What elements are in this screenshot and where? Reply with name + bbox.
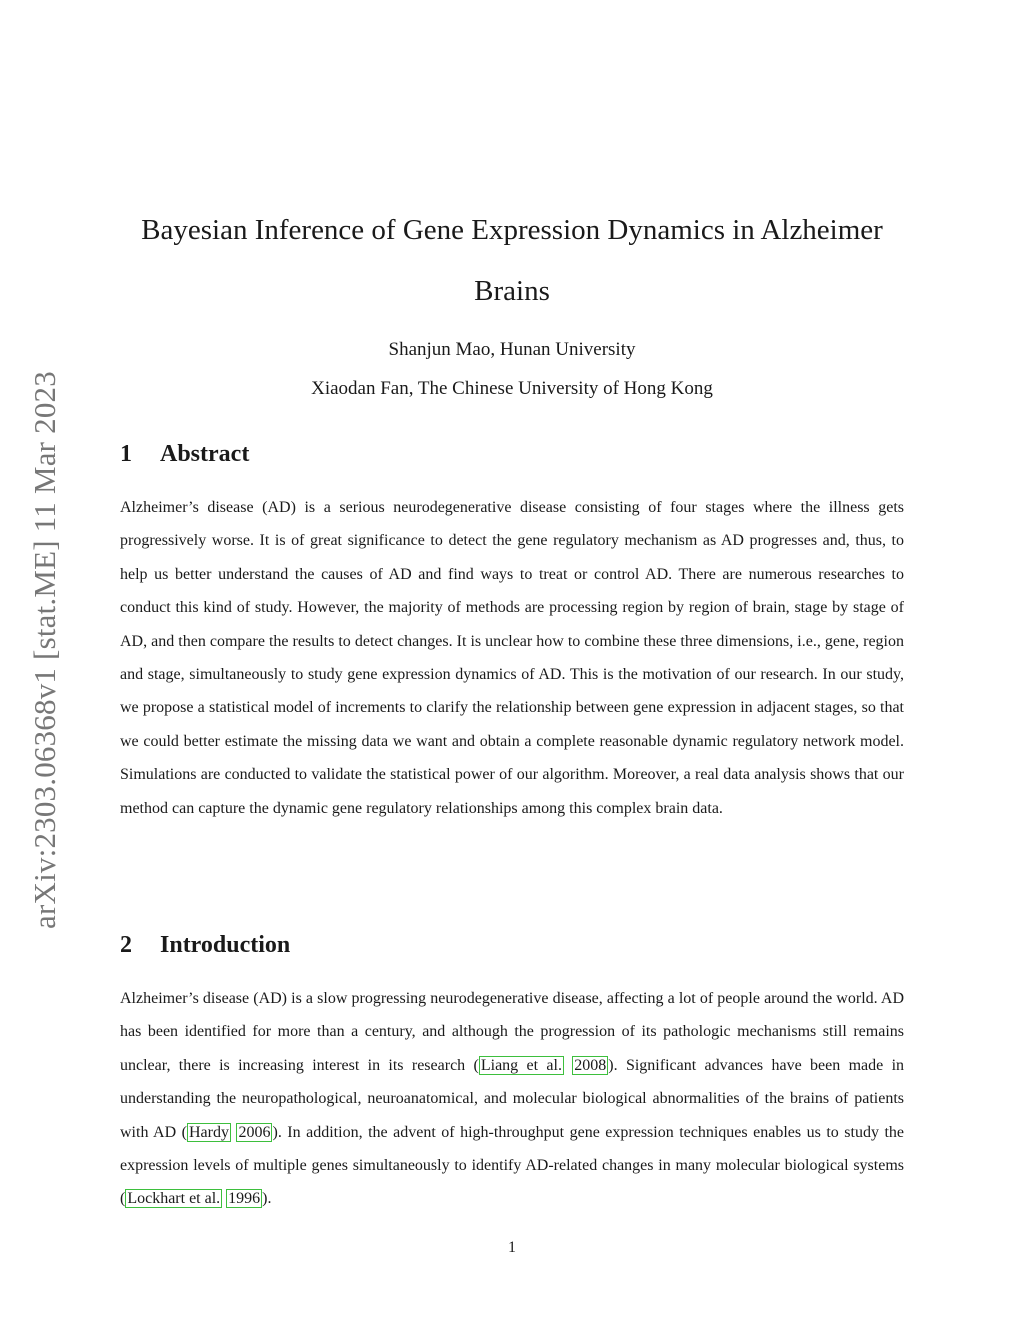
citation-link-lockhart-year[interactable]: 1996 [228,1190,261,1208]
author-1: Shanjun Mao, Hunan University [388,339,636,360]
title-line-2: Brains [474,275,550,307]
section-number: 1 [120,441,132,467]
intro-text-segment: ). Significant advances have been made in understanding the neuropathological, neuroanatomical, and molecular biological abnormalities of the brains of patients with AD ( [120,1056,905,1141]
citation-link-liang-year[interactable]: 2008 [574,1056,607,1074]
arxiv-identifier-text: arXiv:2303.06368v1 [stat.ME] 11 Mar 2023 [27,371,63,929]
section-number: 2 [120,932,132,958]
author-2: Xiaodan Fan, The Chinese University of Hong Kong [311,378,713,399]
section-title: Introduction [160,932,291,958]
introduction-paragraph [120,982,904,1216]
arxiv-identifier-stamp [20,340,70,960]
citation-link-lockhart-author[interactable]: Lockhart et al. [127,1190,221,1208]
section-heading-introduction [120,932,290,959]
intro-text-segment: ). In addition, the advent of high-throughput gene expression techniques enables us to study the expression levels of multiple genes simultaneously to identify AD-related changes in many molecular biological systems ( [120,1123,905,1208]
page-number: 1 [508,1239,516,1256]
title-line-1: Bayesian Inference of Gene Expression Dynamics in Alzheimer [141,214,883,246]
citation-link-hardy-author[interactable]: Hardy [189,1123,229,1141]
citation-link-liang-author[interactable]: Liang et al. [480,1056,562,1074]
paper-title [0,200,1024,322]
section-heading-abstract [120,441,249,468]
intro-text-segment: ). [262,1190,272,1208]
citation-link-hardy-year[interactable]: 2006 [238,1123,271,1141]
intro-text-segment: Alzheimer’s disease (AD) is a slow progressing neurodegenerative disease, affecting a lot of people around the world. AD has been identified for more than a century, and although the progression of its pathologic mechanisms still remains unclear, there is increasing interest in its research ( [120,990,904,1074]
section-title: Abstract [160,441,250,467]
abstract-paragraph: Alzheimer’s disease (AD) is a serious neurodegenerative disease consisting of four stages where the illness gets progressively worse. It is of great significance to detect the gene regulatory mechanism as AD progresses and, thus, to help us better understand the causes of AD and find ways to treat or control AD. There are numerous researches to conduct this kind of study. However, the majority of methods are processing region by region of brain, stage by stage of AD, and then compare the results to detect changes. It is unclear how to combine these three dimensions, i.e., gene, region and stage, simultaneously to study gene expression dynamics of AD. This is the motivation of our research. In our study, we propose a statistical model of increments to clarify the relationship between gene expression in adjacent stages, so that we could better estimate the missing data we want and obtain a complete reasonable dynamic regulatory network model. Simulations are conducted to validate the statistical power of our algorithm. Moreover, a real data analysis shows that our method can capture the dynamic gene regulatory relationships among this complex brain data. [120,499,904,817]
